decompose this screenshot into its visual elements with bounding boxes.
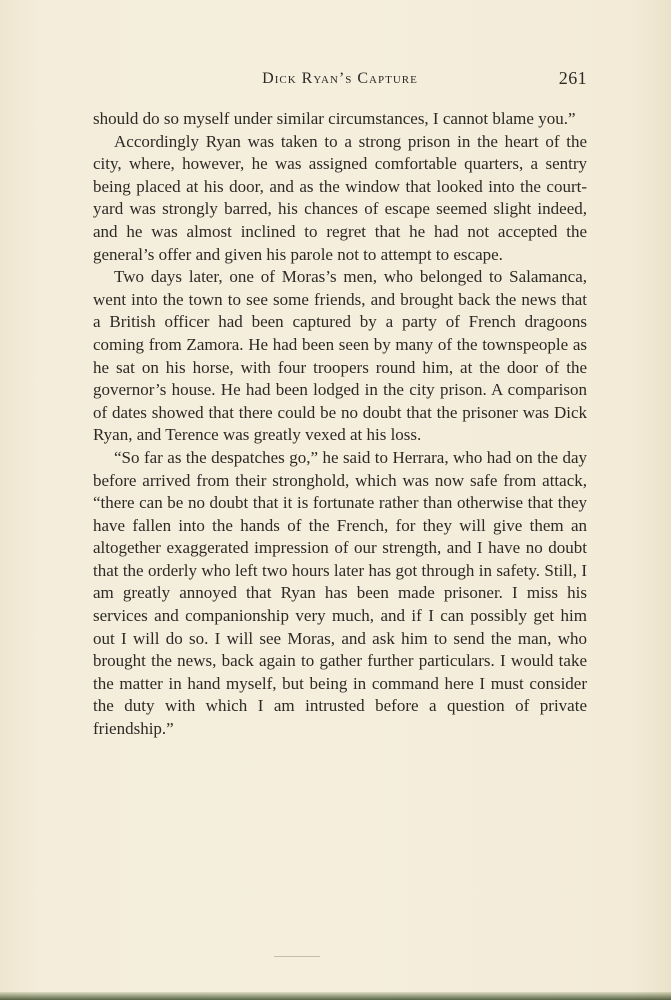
footer-rule — [274, 956, 320, 957]
paragraph-news: Two days later, one of Moras’s men, who belonged to Salamanca, went into the town to see some friends, and brought back the news that a British officer had been captured by a party of French dragoons coming from Zamora. He had been seen by many of the townspeople as he sat on his horse, with four troopers round him, at the door of the governor’s house. He had been lodged in the city prison. A comparison of dates showed that there could be no doubt that the prisoner was Dick Ryan, and Terence was greatly vexed at his loss. — [93, 267, 587, 445]
running-header — [93, 70, 587, 96]
body-text — [93, 108, 587, 741]
paragraph-dialogue: “So far as the despatches go,” he said to Herrara, who had on the day before arrived from their stronghold, which was now safe from attack, “there can be no doubt that it is fortunate rather than otherwise that they have fallen into the hands of the French, for they will give them an altogether exaggerated impression of our strength, and I have no doubt that the orderly who left two hours later has got through in safety. Still, I am greatly annoyed that Ryan has been made prisoner. I miss his services and companionship very much, and if I can possibly get him out I will do so. I will see Moras, and ask him to send the man, who brought the news, back again to gather further particulars. I would take the matter in hand myself, but being in command here I must consider the duty with which I am intrusted before a question of private friendship.” — [93, 447, 587, 739]
page-number: 261 — [558, 68, 587, 88]
paragraph-continuation: should do so myself under similar circumstances, I cannot blame you.” — [93, 109, 576, 128]
page-bottom-edge — [0, 992, 671, 1000]
paragraph-prison: Accordingly Ryan was taken to a strong prison in the heart of the city, where, however, he was assigned comfortable quarters, a sentry being placed at his door, and as the window that looked into the court-yard was strongly barred, his chances of escape seemed slight indeed, and he was almost inclined to regret that he had not accepted the general’s offer and given his parole not to attempt to escape. — [93, 131, 587, 264]
running-title: Dick Ryan’s Capture — [262, 70, 418, 87]
